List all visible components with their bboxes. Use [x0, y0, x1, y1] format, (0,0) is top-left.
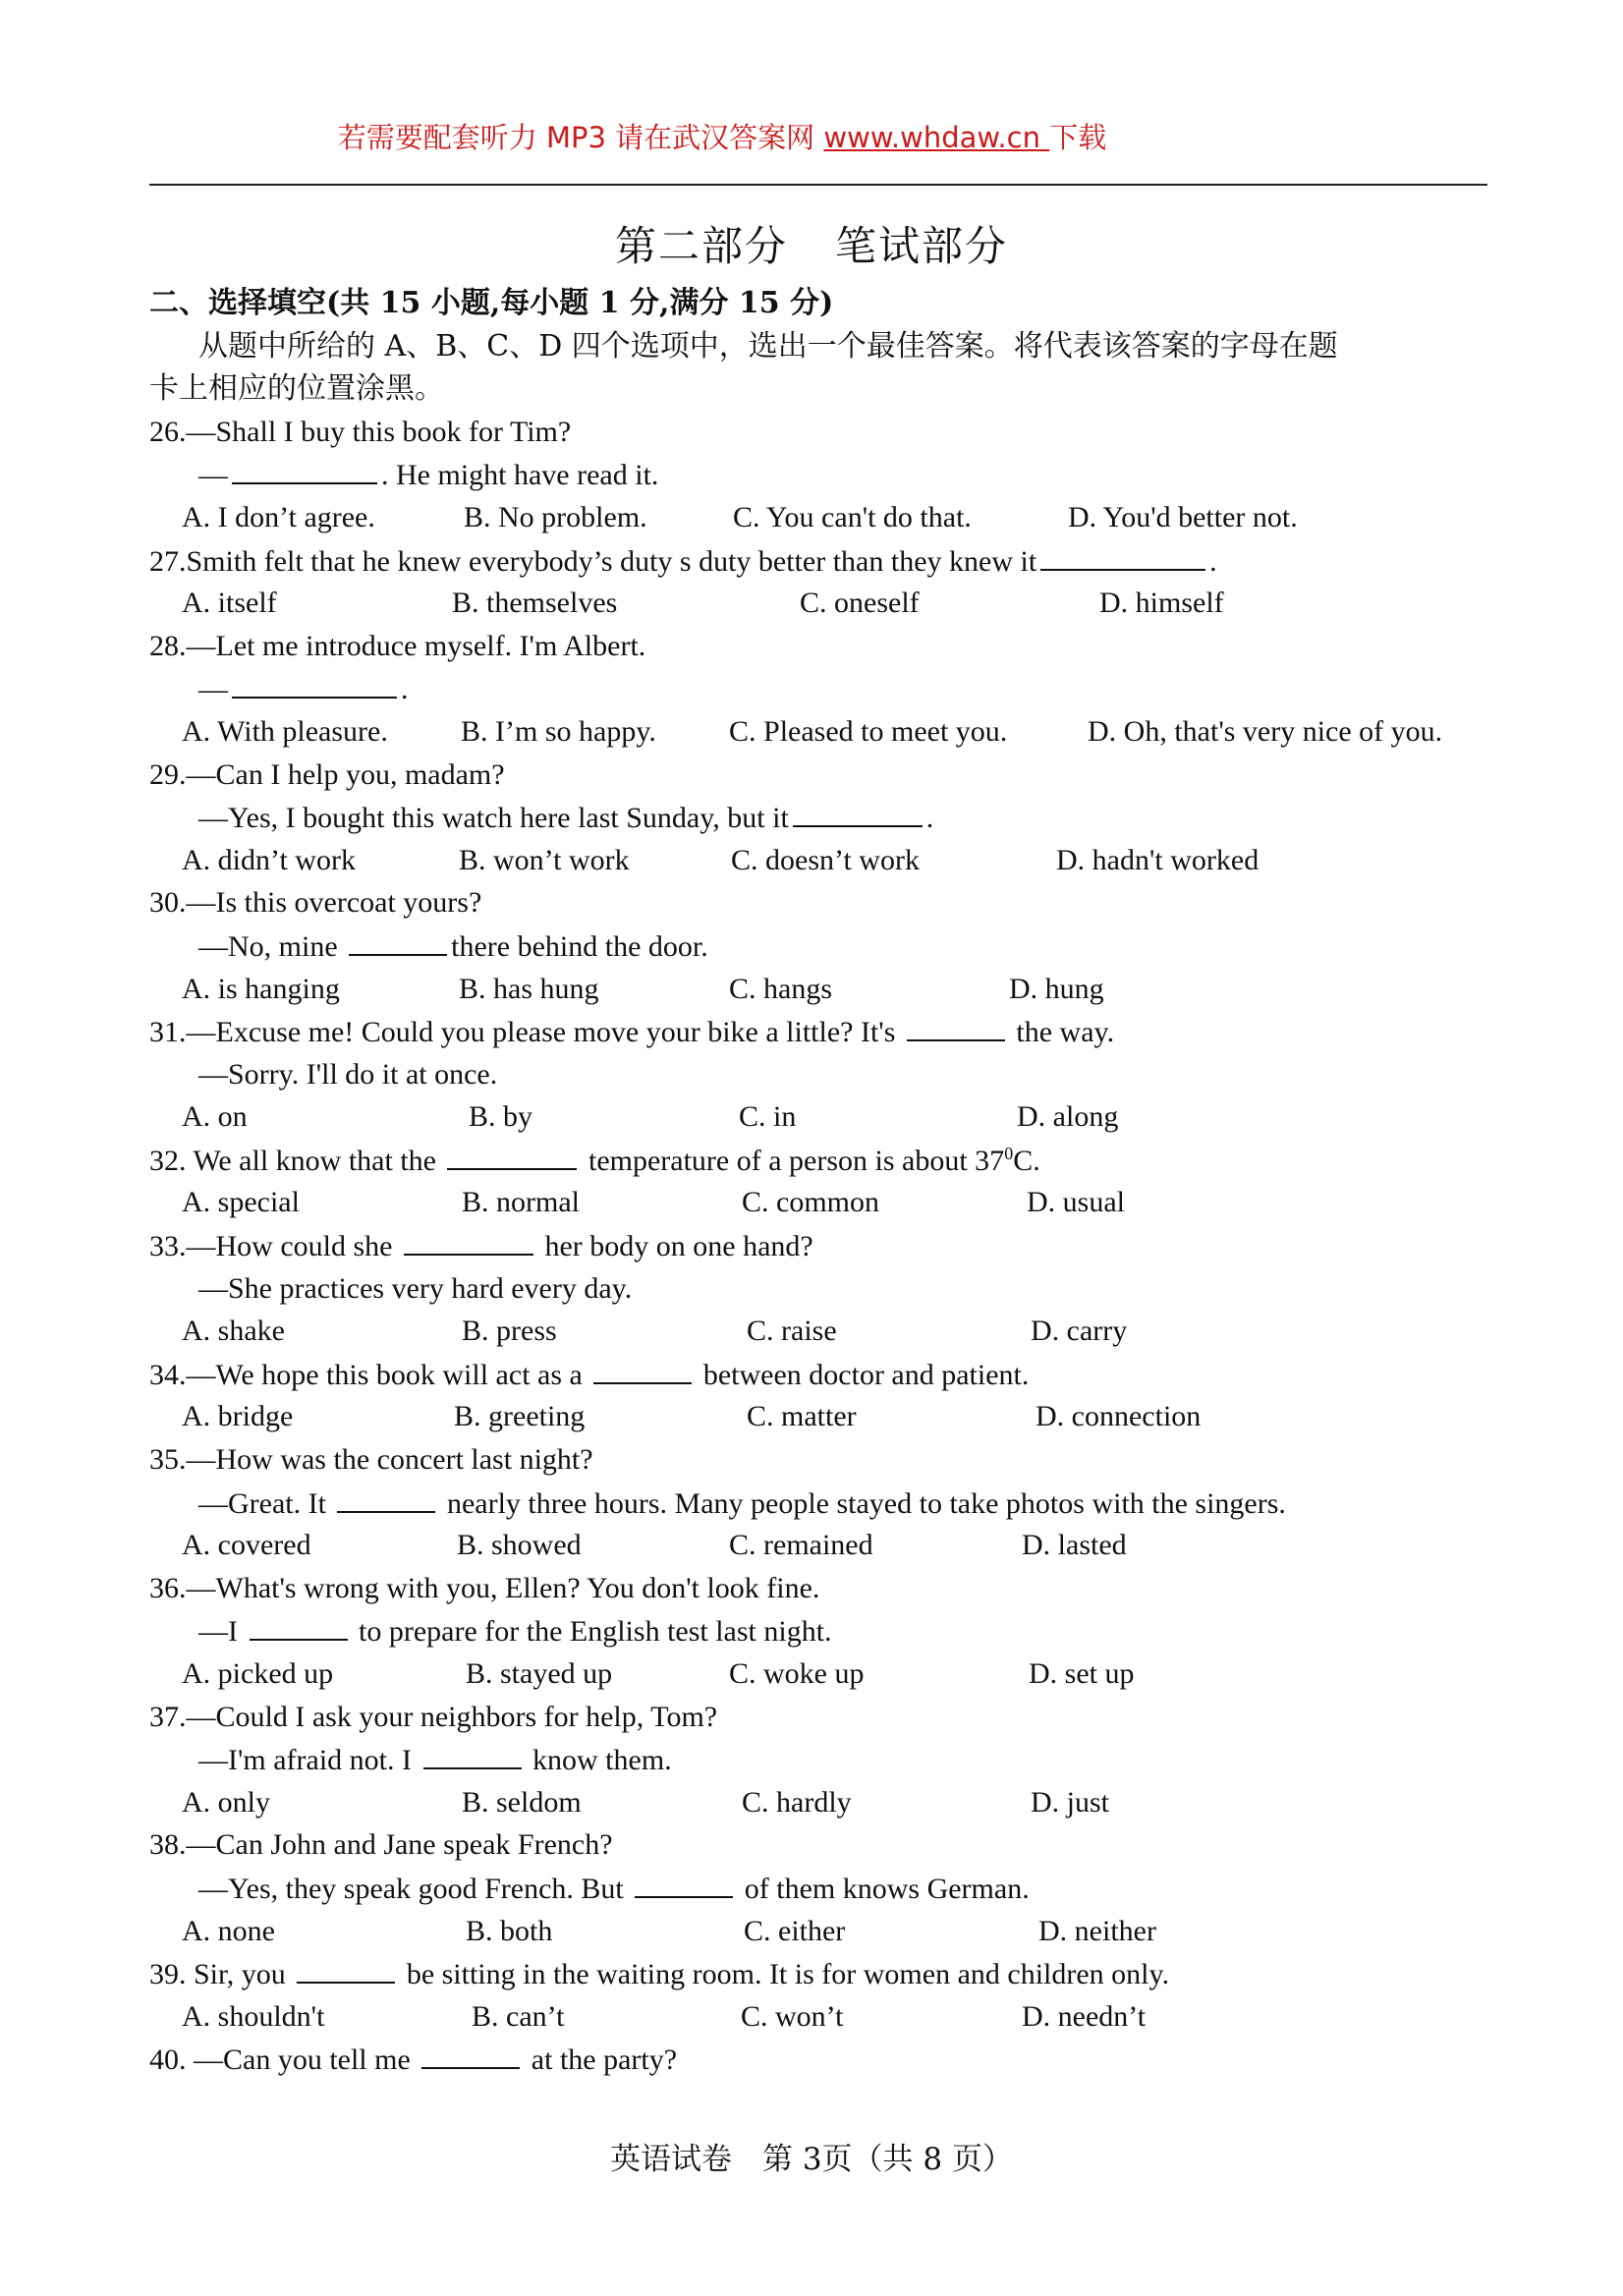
answer-blank — [337, 1482, 435, 1513]
option-a: A. I don’t agree. — [182, 500, 375, 533]
question-36-options — [149, 1652, 1495, 1696]
option-c: C. hangs — [729, 972, 832, 1005]
question-33-options — [149, 1310, 1495, 1353]
question-27-stem: 27.Smith felt that he knew everybody’s duty s duty better than they knew it . — [149, 539, 1495, 583]
option-b: B. themselves — [452, 587, 618, 620]
option-c: C. doesn’t work — [731, 843, 920, 876]
answer-blank — [635, 1867, 733, 1898]
option-a: A. didn’t work — [182, 843, 356, 876]
question-31-stem: 31.—Excuse me! Could you please move your bike a little? It's the way. — [149, 1010, 1495, 1053]
part-title-left: 第二部分 — [614, 222, 788, 270]
option-a: A. bridge — [182, 1400, 294, 1433]
question-38-options — [149, 1910, 1495, 1953]
option-a: A. is hanging — [182, 972, 340, 1005]
option-b: B. has hung — [459, 972, 599, 1005]
option-a: A. shouldn't — [182, 1999, 325, 2033]
option-d: D. set up — [1029, 1657, 1135, 1690]
question-31-options — [149, 1095, 1495, 1139]
question-35-reply: —Great. It nearly three hours. Many people stayed to take photos with the singers. — [149, 1482, 1495, 1525]
page-footer: 英语试卷 第 3页（共 8 页） — [609, 2142, 1013, 2177]
option-b: B. by — [469, 1100, 533, 1134]
answer-blank — [250, 1609, 348, 1641]
option-d: D. You'd better not. — [1068, 500, 1298, 533]
header-note-text: 若需要配套听力 MP3 请在武汉答案网 — [337, 121, 824, 154]
question-27-options — [149, 582, 1495, 625]
question-34-options — [149, 1395, 1495, 1438]
option-b: B. I’m so happy. — [461, 714, 656, 748]
question-35-options — [149, 1524, 1495, 1567]
question-28-stem: 28.—Let me introduce myself. I'm Albert. — [149, 629, 646, 662]
question-section — [149, 282, 1495, 2081]
question-32-stem: 32. We all know that the temperature of a person is about $37^0C$. — [149, 1139, 1495, 1182]
option-a: A. itself — [182, 587, 277, 620]
answer-blank — [447, 1139, 577, 1170]
question-30-stem: 30.—Is this overcoat yours? — [149, 886, 482, 920]
option-c: C. remained — [729, 1529, 873, 1562]
option-c: C. in — [739, 1100, 797, 1134]
question-38-stem: 38.—Can John and Jane speak French? — [149, 1828, 613, 1862]
question-26-options — [149, 496, 1495, 539]
answer-blank — [593, 1353, 692, 1384]
question-32-options — [149, 1181, 1495, 1224]
option-d: D. needn’t — [1022, 1999, 1147, 2033]
answer-blank — [423, 1738, 522, 1769]
answer-blank — [232, 667, 397, 699]
option-d: D. hadn't worked — [1056, 843, 1259, 876]
option-b: B. won’t work — [459, 843, 630, 876]
option-a: A. covered — [182, 1529, 311, 1562]
question-29-options — [149, 839, 1495, 882]
question-37-options — [149, 1781, 1495, 1824]
option-b: B. greeting — [454, 1400, 586, 1433]
question-38-reply: —Yes, they speak good French. But of them knows German. — [149, 1867, 1495, 1910]
question-37-reply: —I'm afraid not. I know them. — [149, 1738, 1495, 1781]
question-39-options — [149, 1995, 1495, 2039]
option-c: C. common — [742, 1186, 879, 1219]
question-28-reply: — . — [149, 667, 1495, 710]
question-28-options — [149, 710, 1495, 754]
option-b: B. normal — [462, 1186, 580, 1219]
answer-blank — [232, 453, 377, 484]
question-30-reply: —No, mine there behind the door. — [149, 924, 1495, 968]
option-a: A. shake — [182, 1315, 285, 1348]
part-title — [0, 214, 1623, 273]
option-c: C. either — [744, 1914, 846, 1947]
option-c: C. raise — [747, 1315, 837, 1348]
answer-blank — [1040, 539, 1205, 571]
option-a: A. picked up — [182, 1657, 334, 1690]
header-rule — [149, 184, 1487, 186]
option-a: A. on — [182, 1100, 248, 1134]
header-note — [0, 116, 1444, 156]
option-b: B. can’t — [472, 1999, 565, 2033]
answer-blank — [421, 2038, 520, 2069]
answer-blank — [907, 1010, 1005, 1041]
answer-blank — [349, 924, 447, 956]
header-note-suffix: 下载 — [1049, 121, 1107, 154]
option-b: B. stayed up — [466, 1657, 613, 1690]
option-a: A. special — [182, 1186, 300, 1219]
option-c: C. You can't do that. — [733, 500, 972, 533]
option-d: D. Oh, that's very nice of you. — [1088, 714, 1443, 748]
option-b: B. No problem. — [464, 500, 647, 533]
question-29-stem: 29.—Can I help you, madam? — [149, 757, 505, 791]
option-b: B. press — [462, 1315, 557, 1348]
question-30-options — [149, 968, 1495, 1011]
option-d: D. lasted — [1022, 1529, 1127, 1562]
option-d: D. usual — [1027, 1186, 1125, 1219]
question-36-stem: 36.—What's wrong with you, Ellen? You don't look fine. — [149, 1571, 820, 1604]
question-37-stem: 37.—Could I ask your neighbors for help, Tom? — [149, 1700, 718, 1733]
question-34-stem: 34.—We hope this book will act as a between doctor and patient. — [149, 1353, 1495, 1396]
question-39-stem: 39. Sir, you be sitting in the waiting room. It is for women and children only. — [149, 1952, 1495, 1995]
option-a: A. none — [182, 1914, 275, 1947]
option-c: C. matter — [747, 1400, 857, 1433]
option-b: B. seldom — [462, 1785, 582, 1819]
option-d: D. hung — [1009, 972, 1104, 1005]
option-d: D. along — [1017, 1100, 1119, 1134]
question-26-reply: — . He might have read it. — [149, 453, 1495, 496]
question-36-reply: —I to prepare for the English test last night. — [149, 1609, 1495, 1652]
option-c: C. oneself — [800, 587, 920, 620]
question-31-reply: —Sorry. I'll do it at once. — [198, 1057, 498, 1091]
question-33-reply: —She practices very hard every day. — [198, 1271, 633, 1305]
option-d: D. just — [1031, 1785, 1110, 1819]
option-b: B. showed — [457, 1529, 582, 1562]
website-link[interactable]: www.whdaw.cn — [823, 121, 1050, 154]
section-heading: 二、选择填空(共 15 小题,每小题 1 分,满分 15 分) — [149, 286, 834, 320]
question-26-stem: 26.—Shall I buy this book for Tim? — [149, 415, 572, 448]
answer-blank — [297, 1952, 395, 1984]
section-instruction: 从题中所给的 A、B、C、D 四个选项中，选出一个最佳答案。将代表该答案的字母在题 — [198, 328, 1338, 364]
option-c: C. won’t — [741, 1999, 844, 2033]
option-d: D. neither — [1038, 1914, 1156, 1947]
part-title-right: 笔试部分 — [835, 222, 1009, 270]
question-40-stem: 40. —Can you tell me at the party? — [149, 2038, 1495, 2081]
answer-blank — [404, 1224, 533, 1256]
option-d: D. carry — [1031, 1315, 1128, 1348]
question-33-stem: 33.—How could she her body on one hand? — [149, 1224, 1495, 1267]
option-c: C. hardly — [742, 1785, 852, 1819]
option-c: C. woke up — [729, 1657, 865, 1690]
option-a: A. With pleasure. — [182, 714, 388, 748]
option-c: C. Pleased to meet you. — [729, 714, 1008, 748]
option-d: D. himself — [1099, 587, 1224, 620]
section-instruction-cont: 卡上相应的位置涂黑。 — [149, 371, 444, 407]
superscript-zero: 0 — [1004, 1143, 1014, 1163]
option-b: B. both — [466, 1914, 553, 1947]
option-d: D. connection — [1035, 1400, 1202, 1433]
question-29-reply: —Yes, I bought this watch here last Sunday, but it . — [149, 796, 1495, 839]
answer-blank — [793, 796, 923, 827]
question-35-stem: 35.—How was the concert last night? — [149, 1443, 593, 1477]
option-a: A. only — [182, 1785, 270, 1819]
